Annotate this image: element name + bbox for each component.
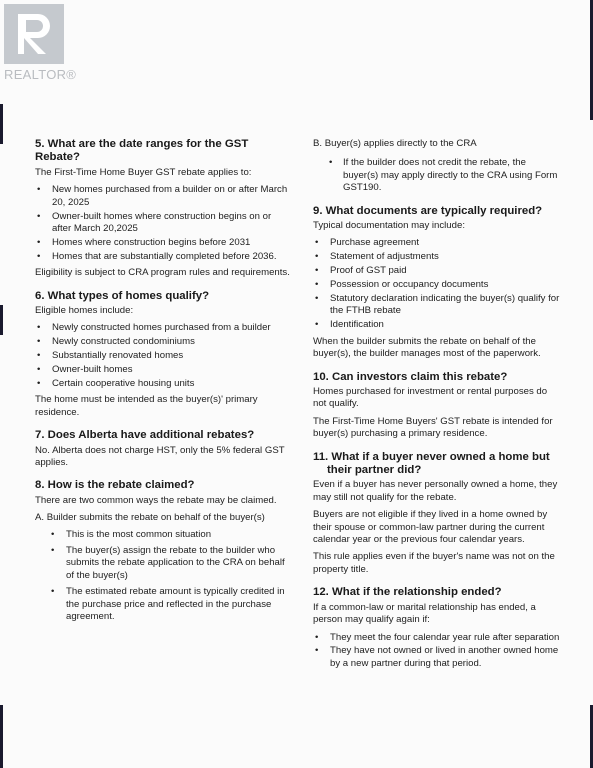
section-title: 5. What are the date ranges for the GST Rebate?	[35, 138, 249, 164]
bullet-icon: •	[37, 250, 41, 262]
section-paragraph: Even if a buyer has never personally owned a home, they may still not qualify for the rebate.	[313, 479, 558, 503]
faq-section-7	[35, 429, 290, 469]
option-a-heading: A. Builder submits the rebate on behalf of the buyer(s)	[35, 512, 265, 524]
bullet-icon: •	[51, 545, 55, 557]
scan-edge	[0, 305, 3, 335]
section-intro: The First-Time Home Buyer GST rebate applies to:	[35, 166, 252, 178]
list-item: • They meet the four calendar year rule after separation	[315, 631, 560, 643]
faq-section-6	[35, 290, 290, 420]
faq-section-5	[35, 138, 290, 280]
list-item: • Certain cooperative housing units	[37, 378, 195, 389]
bullet-list	[35, 184, 290, 263]
section-paragraph: This rule applies even if the buyer's name was not on the property title.	[313, 551, 555, 575]
bullet-icon: •	[315, 265, 319, 277]
bullet-icon: •	[37, 184, 41, 196]
section-note: Eligibility is subject to CRA program rules and requirements.	[35, 267, 290, 279]
list-item: • Newly constructed condominiums	[37, 336, 195, 348]
bullet-icon: •	[51, 528, 55, 540]
option-b-heading: B. Buyer(s) applies directly to the CRA	[313, 138, 477, 149]
section-intro: If a common-law or marital relationship has ended, a person may qualify again if:	[313, 601, 536, 626]
bullet-icon: •	[315, 293, 319, 305]
faq-section-10	[313, 371, 563, 441]
section-title: 7. Does Alberta have additional rebates?	[35, 429, 255, 442]
bullet-list	[313, 157, 563, 194]
list-item: • They have not owned or lived in another owned home by a new partner during that period.	[315, 645, 559, 669]
bullet-icon: •	[315, 319, 319, 331]
section-title: 11. What if a buyer never owned a home but their partner did?	[313, 450, 550, 477]
bullet-icon: •	[37, 236, 41, 248]
realtor-logo-text: REALTOR®	[4, 67, 77, 82]
left-column	[35, 138, 290, 634]
faq-section-8b	[313, 138, 563, 195]
list-item: • This is the most common situation	[51, 528, 212, 540]
section-body: No. Alberta does not charge HST, only the 5% federal GST applies.	[35, 444, 285, 469]
bullet-icon: •	[37, 336, 41, 348]
list-item: • The buyer(s) assign the rebate to the builder who submits the rebate application to the CRA on behalf of the buyer(s)	[51, 545, 285, 581]
list-item: • Proof of GST paid	[315, 265, 407, 277]
list-item: • New homes purchased from a builder on or after March 20, 2025	[37, 184, 288, 208]
faq-section-9	[313, 205, 563, 361]
section-intro: Typical documentation may include:	[313, 220, 465, 232]
list-item: • Homes where construction begins before 2031	[37, 236, 251, 248]
list-item: • Possession or occupancy documents	[315, 279, 489, 291]
bullet-icon: •	[329, 157, 333, 169]
list-item: • Owner-built homes	[37, 364, 133, 376]
section-intro: Eligible homes include:	[35, 304, 134, 316]
bullet-icon: •	[315, 631, 319, 643]
section-note: When the builder submits the rebate on behalf of the buyer(s), the builder manages most of the paperwork.	[313, 335, 541, 360]
bullet-icon: •	[37, 322, 41, 334]
section-intro: There are two common ways the rebate may be claimed.	[35, 494, 277, 506]
bullet-icon: •	[51, 586, 55, 598]
realtor-logo	[4, 4, 77, 84]
faq-section-8	[35, 479, 290, 623]
list-item: • Identification	[315, 319, 384, 331]
bullet-icon: •	[37, 364, 41, 376]
list-item: • Purchase agreement	[315, 237, 420, 249]
bullet-list	[313, 237, 563, 331]
faq-section-12	[313, 586, 563, 670]
section-title: 10. Can investors claim this rebate?	[313, 370, 508, 383]
bullet-icon: •	[37, 378, 41, 389]
section-paragraph: Homes purchased for investment or rental purposes do not qualify.	[313, 386, 548, 410]
section-note: The home must be intended as the buyer(s)' primary residence.	[35, 394, 258, 418]
realtor-logo-mark	[4, 4, 64, 64]
bullet-icon: •	[37, 350, 41, 362]
section-title: 12. What if the relationship ended?	[313, 586, 502, 599]
bullet-list	[313, 632, 563, 671]
right-column	[313, 138, 563, 680]
bullet-list	[35, 529, 290, 624]
list-item: • The estimated rebate amount is typically credited in the purchase price and reflected in the purchase agreement.	[51, 586, 285, 623]
section-title: 6. What types of homes qualify?	[35, 289, 210, 302]
list-item: • Owner-built homes where construction begins on or after March 20,2025	[37, 210, 272, 234]
section-title: 9. What documents are typically required?	[313, 204, 543, 217]
list-item: • Newly constructed homes purchased from a builder	[37, 322, 271, 334]
list-item: • Statement of adjustments	[315, 251, 439, 263]
section-title: 8. How is the rebate claimed?	[35, 479, 195, 492]
bullet-icon: •	[315, 237, 319, 249]
bullet-icon: •	[315, 251, 319, 263]
scan-edge	[0, 104, 3, 144]
section-paragraph: The First-Time Home Buyers' GST rebate is intended for buyer(s) purchasing a primary residence.	[313, 415, 553, 440]
bullet-icon: •	[315, 279, 319, 291]
list-item: • Statutory declaration indicating the buyer(s) qualify for the FTHB rebate	[315, 293, 560, 317]
faq-section-11	[313, 451, 563, 577]
list-item: • Homes that are substantially completed before 2036.	[37, 250, 277, 262]
list-item: • If the builder does not credit the rebate, the buyer(s) may apply directly to the CRA using Form GST190.	[329, 157, 558, 194]
list-item: • Substantially renovated homes	[37, 350, 184, 362]
bullet-icon: •	[37, 210, 41, 222]
bullet-list	[35, 322, 290, 390]
scan-edge	[0, 705, 3, 768]
section-paragraph: Buyers are not eligible if they lived in a home owned by their spouse or common-law partner during the current calendar year or the previous four calendar years.	[313, 509, 548, 546]
bullet-icon: •	[315, 645, 319, 657]
